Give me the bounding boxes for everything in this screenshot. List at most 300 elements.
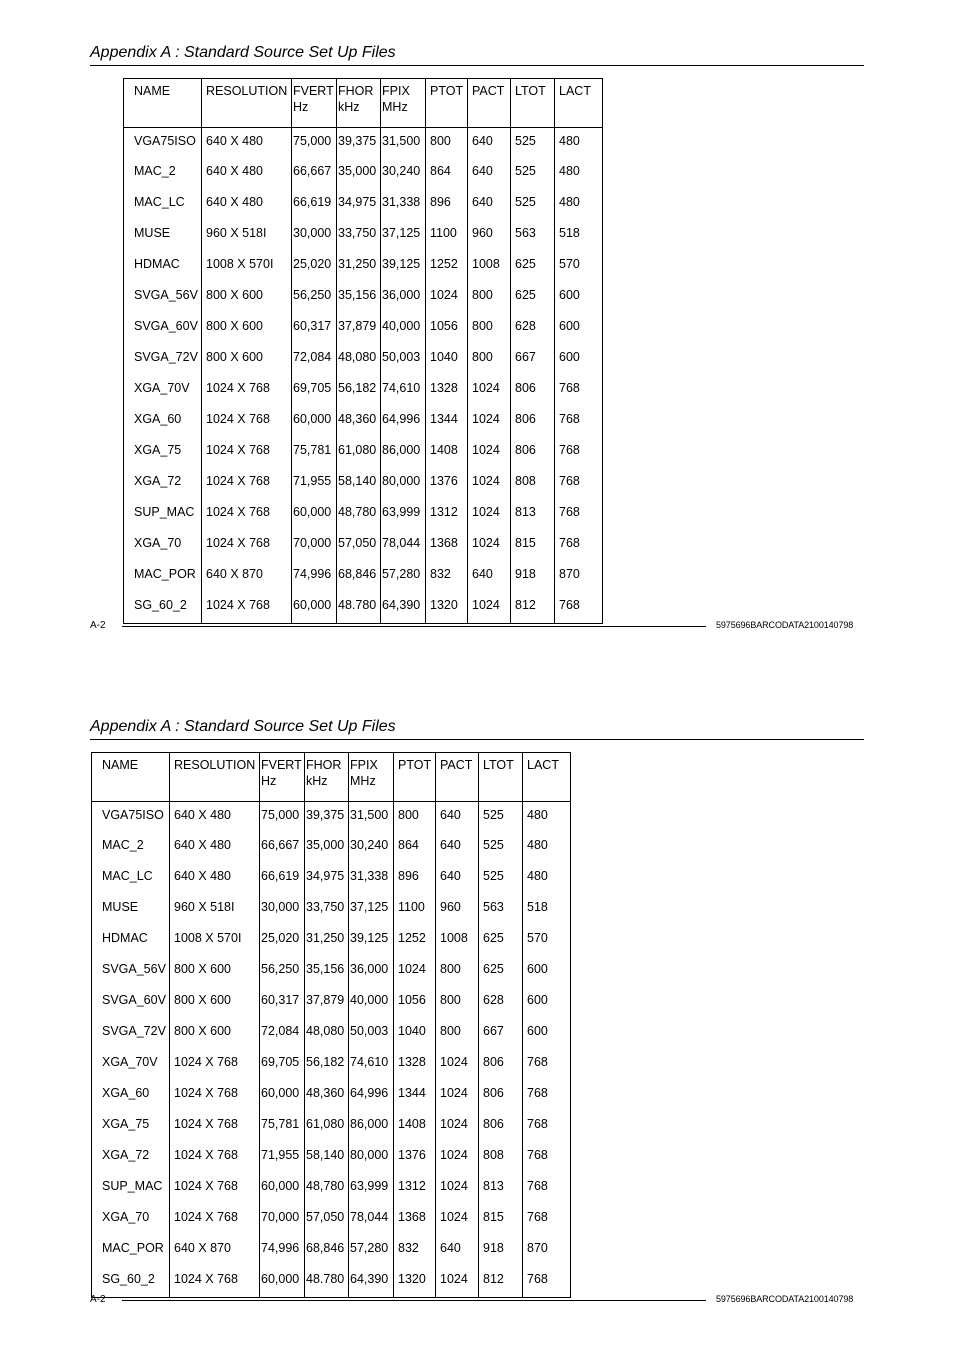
cell-ptot: 1368: [426, 531, 468, 562]
table-row: [92, 1205, 571, 1236]
column-header-unit: kHz: [338, 100, 360, 114]
cell-fhor: 31,250: [305, 926, 349, 957]
cell-fvert: 75,781: [260, 1112, 305, 1143]
cell-lact: 600: [523, 957, 571, 988]
cell-lact: 600: [523, 988, 571, 1019]
column-header-resolution: [202, 79, 292, 128]
cell-ptot: 1328: [426, 376, 468, 407]
cell-ltot: 806: [511, 438, 555, 469]
cell-ltot: 563: [511, 221, 555, 252]
cell-name: XGA_70: [92, 1205, 170, 1236]
cell-ltot: 813: [511, 500, 555, 531]
column-header-unit: Hz: [261, 774, 277, 788]
cell-name: MAC_LC: [124, 190, 202, 221]
cell-lact: 768: [555, 407, 603, 438]
cell-ptot: 800: [394, 802, 436, 833]
cell-pact: 1024: [436, 1174, 479, 1205]
cell-fpix: 40,000: [381, 314, 426, 345]
cell-fhor: 35,156: [337, 283, 381, 314]
footer-divider: [122, 1300, 706, 1301]
cell-name: SG_60_2: [124, 593, 202, 624]
cell-pact: 1024: [468, 376, 511, 407]
cell-ptot: 1328: [394, 1050, 436, 1081]
cell-lact: 600: [555, 314, 603, 345]
cell-ptot: 1376: [426, 469, 468, 500]
cell-lact: 768: [523, 1174, 571, 1205]
cell-ptot: 832: [394, 1236, 436, 1267]
cell-ltot: 667: [479, 1019, 523, 1050]
cell-resolution: 1024 X 768: [170, 1050, 260, 1081]
table-row: [124, 159, 603, 190]
column-header-ptot: [426, 79, 468, 128]
cell-ptot: 1056: [394, 988, 436, 1019]
cell-resolution: 1024 X 768: [202, 531, 292, 562]
footer-divider: [122, 626, 706, 627]
cell-ltot: 667: [511, 345, 555, 376]
cell-resolution: 1024 X 768: [202, 438, 292, 469]
cell-pact: 640: [436, 833, 479, 864]
cell-lact: 768: [523, 1081, 571, 1112]
cell-ptot: 1100: [394, 895, 436, 926]
cell-fpix: 31,500: [349, 802, 394, 833]
cell-fhor: 48,360: [305, 1081, 349, 1112]
column-header-unit: MHz: [350, 774, 376, 788]
column-header-label: FPIX: [350, 758, 378, 772]
table-row: [92, 1050, 571, 1081]
cell-pact: 800: [436, 988, 479, 1019]
cell-fhor: 48,080: [305, 1019, 349, 1050]
cell-ptot: 1376: [394, 1143, 436, 1174]
cell-pact: 1024: [436, 1081, 479, 1112]
cell-fhor: 39,375: [337, 128, 381, 159]
cell-pact: 1024: [468, 407, 511, 438]
cell-lact: 480: [555, 128, 603, 159]
cell-fhor: 39,375: [305, 802, 349, 833]
cell-resolution: 1008 X 570I: [170, 926, 260, 957]
cell-ltot: 808: [479, 1143, 523, 1174]
cell-fvert: 69,705: [260, 1050, 305, 1081]
cell-resolution: 800 X 600: [202, 345, 292, 376]
cell-fpix: 30,240: [349, 833, 394, 864]
cell-ptot: 1312: [394, 1174, 436, 1205]
cell-name: MAC_LC: [92, 864, 170, 895]
cell-name: MAC_2: [92, 833, 170, 864]
cell-ltot: 806: [511, 407, 555, 438]
cell-ptot: 1040: [394, 1019, 436, 1050]
cell-lact: 870: [523, 1236, 571, 1267]
cell-name: SVGA_60V: [92, 988, 170, 1019]
cell-pact: 1024: [436, 1050, 479, 1081]
column-header-label: RESOLUTION: [174, 758, 256, 772]
cell-ptot: 1056: [426, 314, 468, 345]
column-header-ltot: [511, 79, 555, 128]
table-row: [124, 283, 603, 314]
cell-lact: 480: [555, 159, 603, 190]
column-header-label: FVERT: [293, 84, 334, 98]
cell-fpix: 37,125: [381, 221, 426, 252]
cell-fvert: 75,781: [292, 438, 337, 469]
cell-ptot: 896: [426, 190, 468, 221]
cell-pact: 960: [436, 895, 479, 926]
cell-lact: 768: [523, 1112, 571, 1143]
cell-resolution: 640 X 480: [202, 159, 292, 190]
cell-ltot: 918: [511, 562, 555, 593]
column-header-ptot: [394, 753, 436, 802]
cell-ptot: 1024: [394, 957, 436, 988]
cell-name: XGA_75: [92, 1112, 170, 1143]
cell-ltot: 628: [511, 314, 555, 345]
cell-pact: 640: [436, 864, 479, 895]
column-header-fhor: [305, 753, 349, 802]
cell-ltot: 806: [479, 1112, 523, 1143]
cell-ltot: 808: [511, 469, 555, 500]
cell-name: SVGA_56V: [92, 957, 170, 988]
column-header-name: [124, 79, 202, 128]
cell-fhor: 68,846: [337, 562, 381, 593]
table-row: [124, 531, 603, 562]
cell-lact: 518: [523, 895, 571, 926]
cell-fhor: 31,250: [337, 252, 381, 283]
cell-fvert: 60,317: [292, 314, 337, 345]
cell-lact: 768: [523, 1267, 571, 1298]
table-body: [92, 802, 571, 1298]
page-number: A-2: [90, 620, 106, 631]
table-row: [92, 1236, 571, 1267]
column-header-pact: [436, 753, 479, 802]
cell-fvert: 75,000: [292, 128, 337, 159]
cell-fpix: 64,390: [381, 593, 426, 624]
table-row: [124, 128, 603, 159]
cell-fvert: 60,000: [292, 500, 337, 531]
cell-ptot: 800: [426, 128, 468, 159]
cell-fhor: 35,156: [305, 957, 349, 988]
cell-name: XGA_60: [124, 407, 202, 438]
cell-pact: 800: [436, 957, 479, 988]
table-row: [92, 1174, 571, 1205]
cell-ptot: 1040: [426, 345, 468, 376]
cell-lact: 768: [523, 1143, 571, 1174]
column-header-label: PACT: [440, 758, 473, 772]
table-row: [92, 833, 571, 864]
cell-ltot: 806: [479, 1050, 523, 1081]
cell-pact: 1024: [436, 1143, 479, 1174]
cell-ltot: 525: [511, 190, 555, 221]
cell-resolution: 800 X 600: [170, 957, 260, 988]
cell-ptot: 1320: [426, 593, 468, 624]
cell-fvert: 25,020: [260, 926, 305, 957]
cell-ltot: 813: [479, 1174, 523, 1205]
cell-resolution: 1024 X 768: [170, 1205, 260, 1236]
cell-name: SVGA_56V: [124, 283, 202, 314]
cell-lact: 768: [555, 469, 603, 500]
cell-fpix: 30,240: [381, 159, 426, 190]
cell-name: XGA_75: [124, 438, 202, 469]
column-header-lact: [523, 753, 571, 802]
table-row: [92, 1019, 571, 1050]
cell-fpix: 78,044: [349, 1205, 394, 1236]
cell-fvert: 60,000: [260, 1081, 305, 1112]
cell-ltot: 812: [511, 593, 555, 624]
cell-name: MUSE: [124, 221, 202, 252]
column-header-ltot: [479, 753, 523, 802]
column-header-label: PTOT: [430, 84, 464, 98]
column-header-label: LACT: [559, 84, 591, 98]
cell-fhor: 48,780: [337, 500, 381, 531]
cell-pact: 800: [468, 345, 511, 376]
cell-lact: 600: [555, 345, 603, 376]
cell-fvert: 74,996: [260, 1236, 305, 1267]
cell-pact: 1008: [468, 252, 511, 283]
column-header-label: NAME: [134, 84, 171, 98]
cell-ltot: 563: [479, 895, 523, 926]
source-setup-table: [91, 752, 571, 1298]
cell-ltot: 815: [479, 1205, 523, 1236]
cell-ptot: 864: [426, 159, 468, 190]
cell-lact: 768: [555, 438, 603, 469]
table-row: [124, 221, 603, 252]
cell-lact: 570: [555, 252, 603, 283]
cell-fhor: 48.780: [337, 593, 381, 624]
document-code: 5975696BARCODATA2100140798: [716, 1294, 854, 1304]
cell-fpix: 64,390: [349, 1267, 394, 1298]
column-header-lact: [555, 79, 603, 128]
cell-name: XGA_72: [92, 1143, 170, 1174]
header-divider: [90, 739, 864, 740]
cell-pact: 640: [468, 190, 511, 221]
cell-name: SVGA_72V: [92, 1019, 170, 1050]
header-divider: [90, 65, 864, 66]
table-row: [92, 988, 571, 1019]
cell-fpix: 36,000: [381, 283, 426, 314]
cell-resolution: 1024 X 768: [170, 1143, 260, 1174]
cell-ltot: 815: [511, 531, 555, 562]
cell-fpix: 64,996: [381, 407, 426, 438]
cell-ltot: 525: [479, 833, 523, 864]
page-number: A-2: [90, 1294, 106, 1305]
cell-name: XGA_70V: [124, 376, 202, 407]
cell-fvert: 66,619: [260, 864, 305, 895]
cell-ptot: 832: [426, 562, 468, 593]
cell-lact: 518: [555, 221, 603, 252]
cell-ltot: 918: [479, 1236, 523, 1267]
table-row: [92, 864, 571, 895]
cell-pact: 1024: [436, 1267, 479, 1298]
cell-fhor: 48.780: [305, 1267, 349, 1298]
cell-fhor: 58,140: [305, 1143, 349, 1174]
cell-name: VGA75ISO: [92, 802, 170, 833]
cell-pact: 800: [468, 283, 511, 314]
cell-resolution: 1024 X 768: [170, 1081, 260, 1112]
cell-pact: 1008: [436, 926, 479, 957]
cell-fvert: 56,250: [292, 283, 337, 314]
cell-fhor: 61,080: [305, 1112, 349, 1143]
cell-ptot: 1312: [426, 500, 468, 531]
cell-lact: 600: [555, 283, 603, 314]
cell-ptot: 1252: [394, 926, 436, 957]
cell-fhor: 48,360: [337, 407, 381, 438]
cell-ptot: 1344: [426, 407, 468, 438]
column-header-label: RESOLUTION: [206, 84, 288, 98]
table-row: [92, 926, 571, 957]
column-header-label: FHOR: [338, 84, 374, 98]
cell-fhor: 57,050: [305, 1205, 349, 1236]
cell-lact: 480: [523, 802, 571, 833]
column-header-label: FPIX: [382, 84, 410, 98]
cell-ltot: 625: [479, 926, 523, 957]
cell-fpix: 50,003: [349, 1019, 394, 1050]
document-code: 5975696BARCODATA2100140798: [716, 620, 854, 630]
cell-fpix: 31,338: [349, 864, 394, 895]
cell-fvert: 60,000: [260, 1174, 305, 1205]
cell-ptot: 1368: [394, 1205, 436, 1236]
cell-fpix: 80,000: [381, 469, 426, 500]
cell-fhor: 48,080: [337, 345, 381, 376]
cell-fpix: 50,003: [381, 345, 426, 376]
cell-pact: 1024: [468, 500, 511, 531]
cell-ptot: 896: [394, 864, 436, 895]
cell-ltot: 806: [479, 1081, 523, 1112]
cell-fvert: 72,084: [292, 345, 337, 376]
table-row: [124, 469, 603, 500]
cell-resolution: 800 X 600: [170, 988, 260, 1019]
cell-ptot: 1320: [394, 1267, 436, 1298]
cell-fhor: 35,000: [337, 159, 381, 190]
cell-ltot: 628: [479, 988, 523, 1019]
cell-fpix: 86,000: [349, 1112, 394, 1143]
cell-ptot: 864: [394, 833, 436, 864]
column-header-label: PTOT: [398, 758, 432, 772]
cell-fvert: 71,955: [292, 469, 337, 500]
cell-resolution: 960 X 518I: [170, 895, 260, 926]
cell-pact: 1024: [468, 593, 511, 624]
column-header-label: LTOT: [483, 758, 514, 772]
table-row: [124, 500, 603, 531]
column-header-label: LACT: [527, 758, 559, 772]
cell-fhor: 48,780: [305, 1174, 349, 1205]
cell-fhor: 58,140: [337, 469, 381, 500]
table-header-row: [92, 753, 571, 802]
cell-fvert: 60,000: [292, 593, 337, 624]
cell-resolution: 800 X 600: [202, 283, 292, 314]
cell-name: HDMAC: [92, 926, 170, 957]
column-header-name: [92, 753, 170, 802]
cell-lact: 768: [555, 593, 603, 624]
cell-ltot: 625: [479, 957, 523, 988]
cell-resolution: 1024 X 768: [202, 500, 292, 531]
cell-fpix: 40,000: [349, 988, 394, 1019]
cell-lact: 480: [555, 190, 603, 221]
cell-fhor: 35,000: [305, 833, 349, 864]
cell-fhor: 34,975: [337, 190, 381, 221]
page-header-title: Appendix A : Standard Source Set Up Files: [90, 718, 396, 735]
cell-resolution: 800 X 600: [170, 1019, 260, 1050]
cell-fpix: 31,500: [381, 128, 426, 159]
cell-fvert: 71,955: [260, 1143, 305, 1174]
cell-resolution: 640 X 480: [170, 833, 260, 864]
cell-fpix: 36,000: [349, 957, 394, 988]
table-body: [124, 128, 603, 624]
column-header-label: LTOT: [515, 84, 546, 98]
cell-ltot: 525: [511, 128, 555, 159]
cell-resolution: 1024 X 768: [202, 407, 292, 438]
column-header-unit: MHz: [382, 100, 408, 114]
cell-resolution: 1024 X 768: [170, 1112, 260, 1143]
cell-fvert: 25,020: [292, 252, 337, 283]
cell-fhor: 33,750: [305, 895, 349, 926]
cell-fhor: 56,182: [305, 1050, 349, 1081]
cell-ltot: 525: [479, 802, 523, 833]
table-row: [92, 1112, 571, 1143]
table-row: [92, 895, 571, 926]
table-row: [124, 562, 603, 593]
table-row: [124, 314, 603, 345]
cell-name: MAC_2: [124, 159, 202, 190]
cell-name: MUSE: [92, 895, 170, 926]
cell-resolution: 960 X 518I: [202, 221, 292, 252]
cell-name: SUP_MAC: [124, 500, 202, 531]
table-row: [124, 252, 603, 283]
column-header-fvert: [260, 753, 305, 802]
cell-pact: 960: [468, 221, 511, 252]
column-header-label: NAME: [102, 758, 139, 772]
cell-fhor: 37,879: [337, 314, 381, 345]
cell-ptot: 1408: [394, 1112, 436, 1143]
cell-fvert: 74,996: [292, 562, 337, 593]
table-row: [92, 1143, 571, 1174]
cell-resolution: 1008 X 570I: [202, 252, 292, 283]
cell-ltot: 806: [511, 376, 555, 407]
cell-fvert: 30,000: [260, 895, 305, 926]
cell-fhor: 33,750: [337, 221, 381, 252]
cell-fpix: 80,000: [349, 1143, 394, 1174]
cell-resolution: 640 X 870: [170, 1236, 260, 1267]
cell-ptot: 1252: [426, 252, 468, 283]
table-row: [124, 438, 603, 469]
cell-fpix: 64,996: [349, 1081, 394, 1112]
table-row: [124, 376, 603, 407]
cell-resolution: 1024 X 768: [202, 469, 292, 500]
column-header-label: FHOR: [306, 758, 342, 772]
cell-ltot: 812: [479, 1267, 523, 1298]
cell-fpix: 86,000: [381, 438, 426, 469]
cell-fpix: 63,999: [381, 500, 426, 531]
source-setup-table: [123, 78, 603, 624]
cell-resolution: 1024 X 768: [170, 1267, 260, 1298]
cell-fhor: 61,080: [337, 438, 381, 469]
cell-pact: 1024: [468, 469, 511, 500]
cell-lact: 480: [523, 864, 571, 895]
cell-pact: 1024: [468, 438, 511, 469]
cell-pact: 800: [436, 1019, 479, 1050]
cell-lact: 768: [555, 531, 603, 562]
table-row: [124, 190, 603, 221]
cell-pact: 640: [436, 802, 479, 833]
column-header-pact: [468, 79, 511, 128]
cell-fvert: 60,000: [292, 407, 337, 438]
cell-fhor: 68,846: [305, 1236, 349, 1267]
cell-lact: 768: [523, 1050, 571, 1081]
cell-resolution: 1024 X 768: [202, 376, 292, 407]
cell-fvert: 66,619: [292, 190, 337, 221]
table-row: [92, 957, 571, 988]
cell-lact: 570: [523, 926, 571, 957]
cell-pact: 640: [436, 1236, 479, 1267]
cell-ptot: 1344: [394, 1081, 436, 1112]
cell-fhor: 37,879: [305, 988, 349, 1019]
cell-pact: 1024: [468, 531, 511, 562]
table-row: [92, 1267, 571, 1298]
cell-name: XGA_60: [92, 1081, 170, 1112]
